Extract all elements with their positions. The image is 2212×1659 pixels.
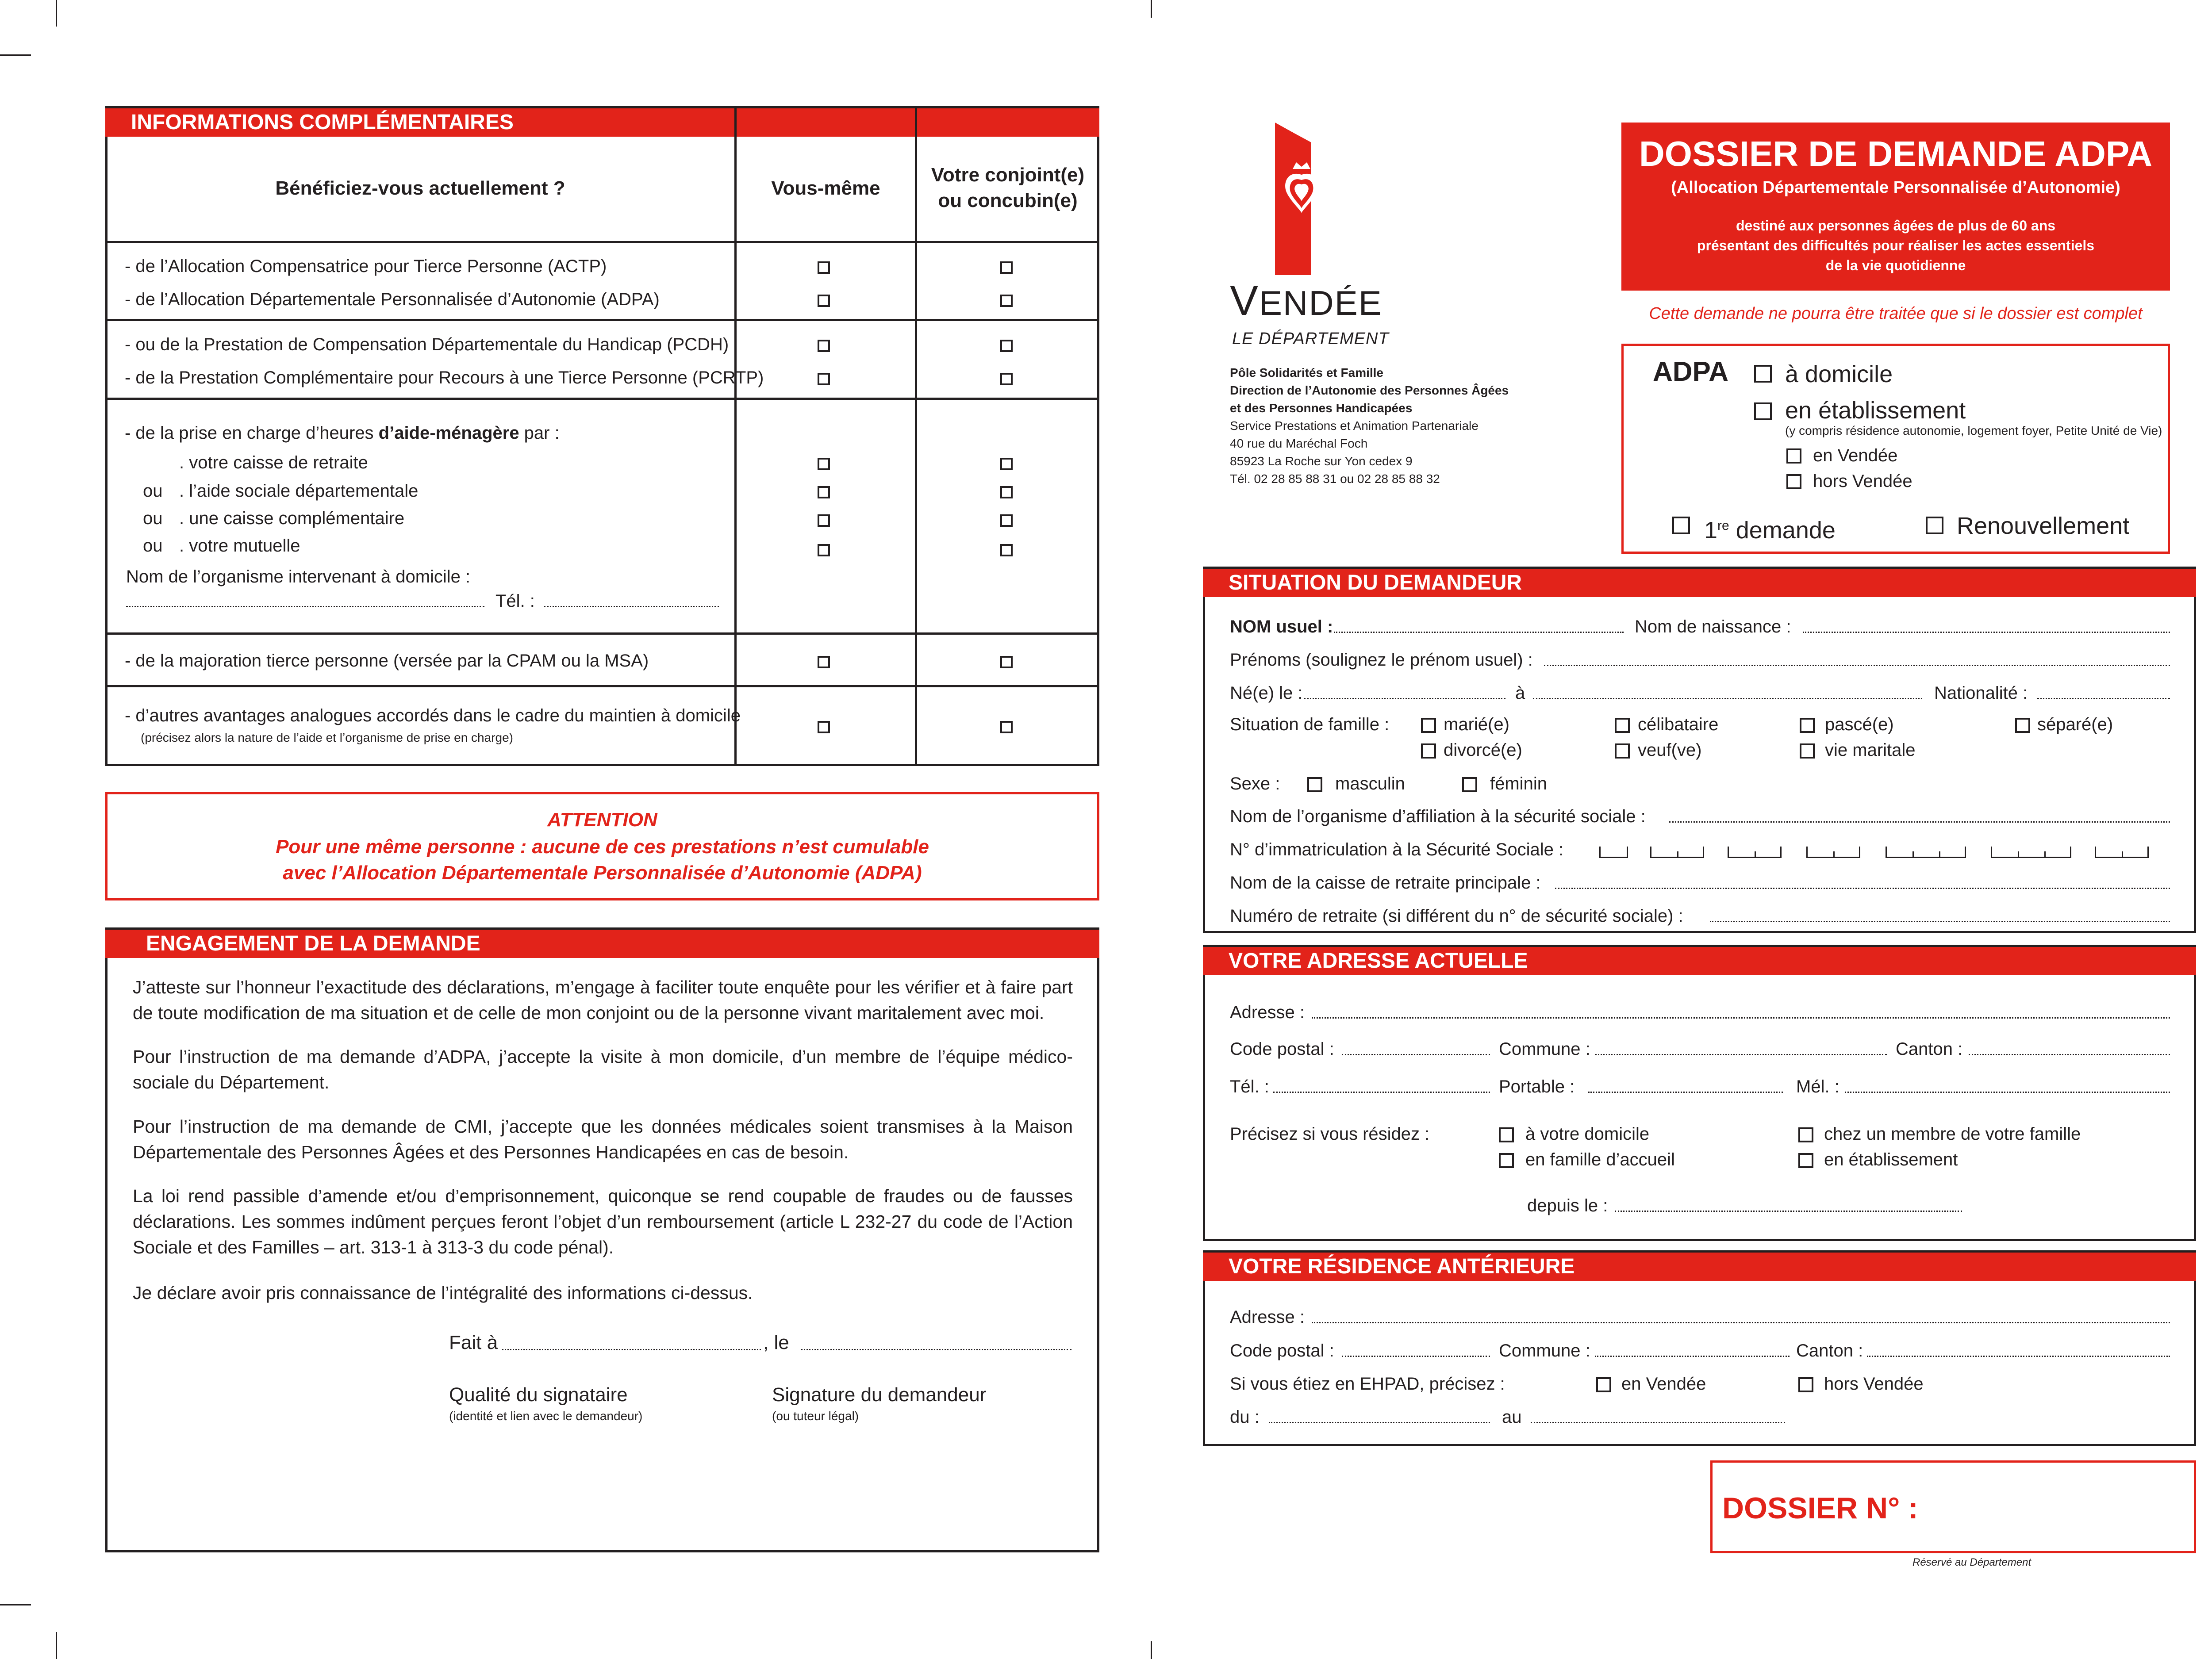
tel-field[interactable]: [544, 606, 719, 607]
feminin-checkbox[interactable]: [1462, 777, 1477, 792]
row-caisse-complementaire: . une caisse complémentaire: [179, 509, 405, 528]
crop-mark: [56, 0, 57, 27]
sexe-label: Sexe :: [1230, 774, 1280, 793]
autres-spouse-checkbox[interactable]: [1000, 721, 1013, 733]
aide-sociale-self-checkbox[interactable]: [818, 486, 830, 498]
row-divider: [105, 398, 1099, 400]
ehpad-en-vendee-label: en Vendée: [1621, 1374, 1706, 1394]
logo-letters: ENDÉE: [1259, 284, 1382, 322]
ne-le-label: Né(e) le :: [1230, 683, 1303, 703]
divorce-checkbox[interactable]: [1421, 743, 1436, 759]
ehpad-hors-vendee-checkbox[interactable]: [1798, 1377, 1813, 1392]
fait-a-label: Fait à: [449, 1332, 498, 1353]
hors-vendee-checkbox[interactable]: [1786, 474, 1801, 489]
actp-spouse-checkbox[interactable]: [1000, 261, 1013, 274]
veuf-label: veuf(ve): [1638, 740, 1702, 760]
vie-maritale-checkbox[interactable]: [1800, 743, 1815, 759]
address-line4: Service Prestations et Animation Partenariale: [1230, 419, 1479, 433]
ss-digit-group[interactable]: [1991, 847, 2071, 858]
code-postal-field[interactable]: [1342, 1054, 1490, 1055]
attention-line2: avec l’Allocation Départementale Personnalisée d’Autonomie (ADPA): [283, 862, 922, 884]
aide-post: par :: [519, 423, 560, 443]
pacse-label: pascé(e): [1825, 715, 1894, 734]
row-divider: [105, 632, 1099, 635]
residence-commune-label: Commune :: [1499, 1341, 1590, 1360]
row-caisse-retraite: . votre caisse de retraite: [179, 453, 368, 472]
actp-self-checkbox[interactable]: [818, 261, 830, 274]
crop-mark: [0, 1604, 31, 1605]
row-pcdh: - ou de la Prestation de Compensation Départementale du Handicap (PCDH): [125, 335, 729, 354]
celibataire-label: célibataire: [1638, 715, 1719, 734]
ou-label: ou: [143, 509, 163, 528]
row-adpa: - de l’Allocation Départementale Personnalisée d’Autonomie (ADPA): [125, 290, 660, 309]
numero-retraite-label: Numéro de retraite (si différent du n° de sécurité sociale) :: [1230, 906, 1683, 926]
col-header-spouse-1: Votre conjoint(e): [931, 164, 1085, 186]
ou-label: ou: [143, 536, 163, 556]
canton-label: Canton :: [1896, 1039, 1963, 1059]
etablissement-checkbox[interactable]: [1754, 402, 1772, 420]
crop-mark: [56, 1632, 57, 1659]
col-header-question: Bénéficiez-vous actuellement ?: [275, 177, 565, 199]
pcrtp-self-checkbox[interactable]: [818, 373, 830, 385]
renewal-label: Renouvellement: [1957, 513, 2130, 539]
info-comp-header: INFORMATIONS COMPLÉMENTAIRES: [105, 108, 1099, 137]
signature-note: (ou tuteur légal): [772, 1409, 859, 1423]
prenoms-label: Prénoms (soulignez le prénom usuel) :: [1230, 650, 1533, 670]
aide-bold: d’aide-ménagère: [378, 423, 519, 443]
mutuelle-self-checkbox[interactable]: [818, 544, 830, 556]
renewal-checkbox[interactable]: [1926, 517, 1943, 534]
dossier-note: Réservé au Département: [1912, 1556, 2032, 1568]
logo-letter-v: V: [1230, 277, 1260, 324]
row-actp: - de l’Allocation Compensatrice pour Tierce Personne (ACTP): [125, 257, 607, 276]
form-desc2: présentant des difficultés pour réaliser les actes essentiels: [1697, 238, 2095, 253]
col-divider: [734, 106, 737, 766]
crop-mark: [0, 54, 31, 56]
row-majoration: - de la majoration tierce personne (versée par la CPAM ou la MSA): [125, 651, 649, 670]
caisse-retraite-field[interactable]: [1555, 888, 2170, 889]
fait-a-field[interactable]: [502, 1349, 761, 1350]
residence-code-postal-label: Code postal :: [1230, 1341, 1334, 1360]
first-num: 1: [1704, 517, 1718, 544]
numero-retraite-field[interactable]: [1710, 921, 2170, 922]
complementaire-self-checkbox[interactable]: [818, 514, 830, 527]
vie-maritale-label: vie maritale: [1825, 740, 1916, 760]
engagement-header: ENGAGEMENT DE LA DEMANDE: [105, 930, 1099, 958]
autres-self-checkbox[interactable]: [818, 721, 830, 733]
form-desc1: destiné aux personnes âgées de plus de 60 ans: [1736, 218, 2056, 234]
pacse-checkbox[interactable]: [1800, 718, 1815, 733]
engagement-p4: La loi rend passible d’amende et/ou d’emprisonnement, quiconque se rend coupable de fraudes ou de fausses déclarations. Les sommes indûment perçues feront l’objet d’un remboursement (article L 232-27 du code de l’Action Sociale et des Familles – art. 313-1 à 313-3 du code pénal).: [133, 1186, 1073, 1257]
vendee-heart-crown-icon: [1275, 123, 1328, 275]
row-mutuelle: . votre mutuelle: [179, 536, 300, 556]
tel-label: Tél. :: [495, 591, 535, 611]
au-label: au: [1502, 1407, 1522, 1427]
etablissement-label: en établissement: [1824, 1150, 1958, 1169]
ehpad-label: Si vous étiez en EHPAD, précisez :: [1230, 1374, 1505, 1394]
adpa-label: ADPA: [1653, 356, 1729, 387]
residence-code-postal-field[interactable]: [1342, 1356, 1490, 1357]
marie-label: marié(e): [1444, 715, 1509, 734]
first-rest: demande: [1729, 517, 1836, 544]
immatriculation-label: N° d’immatriculation à la Sécurité Sociale :: [1230, 840, 1564, 859]
ou-label: ou: [143, 481, 163, 501]
signature-label: Signature du demandeur: [772, 1384, 987, 1406]
membre-famille-checkbox[interactable]: [1798, 1127, 1813, 1142]
crop-mark: [1151, 1641, 1152, 1659]
canton-field[interactable]: [1969, 1054, 2170, 1055]
caisse-retraite-label: Nom de la caisse de retraite principale :: [1230, 873, 1541, 893]
famille-label: Situation de famille :: [1230, 715, 1390, 734]
feminin-label: féminin: [1490, 774, 1547, 793]
adpa-spouse-checkbox[interactable]: [1000, 295, 1013, 307]
address-line2: Direction de l’Autonomie des Personnes Âgées: [1230, 383, 1509, 397]
separe-checkbox[interactable]: [2015, 718, 2030, 733]
hors-vendee-label: hors Vendée: [1813, 471, 1912, 491]
du-label: du :: [1230, 1407, 1260, 1427]
form-title: DOSSIER DE DEMANDE ADPA: [1639, 134, 2153, 173]
address-line6: 85923 La Roche sur Yon cedex 9: [1230, 454, 1413, 468]
qualite-label: Qualité du signataire: [449, 1384, 628, 1406]
nationalite-label: Nationalité :: [1934, 683, 2028, 703]
ehpad-en-vendee-checkbox[interactable]: [1596, 1377, 1611, 1392]
mutuelle-spouse-checkbox[interactable]: [1000, 544, 1013, 556]
ss-digit-group[interactable]: [1728, 847, 1782, 858]
majoration-self-checkbox[interactable]: [818, 656, 830, 668]
organisme-secu-label: Nom de l’organisme d’affiliation à la sécurité sociale :: [1230, 807, 1646, 826]
pcdh-spouse-checkbox[interactable]: [1000, 340, 1013, 352]
address-line5: 40 rue du Maréchal Foch: [1230, 437, 1368, 450]
complete-notice: Cette demande ne pourra être traitée que si le dossier est complet: [1649, 304, 2143, 323]
organisme-field[interactable]: [126, 606, 484, 607]
divorce-label: divorcé(e): [1444, 740, 1522, 760]
address-line3: et des Personnes Handicapées: [1230, 401, 1413, 415]
code-postal-label: Code postal :: [1230, 1039, 1334, 1059]
adresse-frame: [1203, 945, 2196, 1241]
engagement-p5: Je déclare avoir pris connaissance de l’intégralité des informations ci-dessus.: [133, 1283, 753, 1303]
col-header-self: Vous-même: [771, 177, 880, 199]
dossier-label: DOSSIER N° :: [1722, 1491, 1918, 1525]
famille-accueil-checkbox[interactable]: [1499, 1153, 1514, 1168]
adresse-label: Adresse :: [1230, 1003, 1305, 1022]
row-autres: - d’autres avantages analogues accordés dans le cadre du maintien à domicile: [125, 706, 741, 725]
lieu-label: à: [1515, 683, 1525, 703]
row-divider: [105, 241, 1099, 243]
separe-label: séparé(e): [2037, 715, 2113, 734]
logo-wordmark: [1230, 279, 1382, 325]
attention-title: ATTENTION: [547, 809, 657, 831]
attention-line1: Pour une même personne : aucune de ces prestations n’est cumulable: [276, 836, 929, 858]
famille-accueil-label: en famille d’accueil: [1525, 1150, 1675, 1169]
caisse-self-checkbox[interactable]: [818, 458, 830, 470]
situation-header: SITUATION DU DEMANDEUR: [1203, 569, 2196, 597]
logo-subtitle: LE DÉPARTEMENT: [1232, 330, 1389, 348]
residence-canton-field[interactable]: [1867, 1356, 2170, 1357]
residence-commune-field[interactable]: [1595, 1356, 1790, 1357]
ss-digit-group[interactable]: [1599, 847, 1628, 858]
residence-canton-label: Canton :: [1796, 1341, 1863, 1360]
etablissement-note: (y compris résidence autonomie, logement foyer, Petite Unité de Vie): [1785, 424, 2162, 437]
crop-mark: [1151, 0, 1152, 18]
tel-label: Tél. :: [1230, 1077, 1269, 1096]
residence-adresse-field[interactable]: [1312, 1322, 2170, 1323]
masculin-label: masculin: [1335, 774, 1405, 793]
ss-key-group[interactable]: [2095, 847, 2149, 858]
adresse-header: VOTRE ADRESSE ACTUELLE: [1203, 947, 2196, 975]
portable-field[interactable]: [1588, 1092, 1783, 1093]
le-label: , le: [763, 1332, 789, 1353]
ss-digit-group[interactable]: [1650, 847, 1704, 858]
majoration-spouse-checkbox[interactable]: [1000, 656, 1013, 668]
nationalite-field[interactable]: [2037, 698, 2170, 699]
row-aide-menagere: [125, 422, 560, 444]
row-divider: [105, 685, 1099, 687]
nom-usuel-field[interactable]: [1334, 632, 1624, 633]
qualite-note: (identité et lien avec le demandeur): [449, 1409, 643, 1423]
nom-naissance-field[interactable]: [1803, 632, 2170, 633]
form-desc3: de la vie quotidienne: [1825, 257, 1966, 273]
date-field[interactable]: [801, 1349, 1071, 1350]
commune-label: Commune :: [1499, 1039, 1590, 1059]
complementaire-spouse-checkbox[interactable]: [1000, 514, 1013, 527]
etablissement-checkbox[interactable]: [1798, 1153, 1813, 1168]
lieu-field[interactable]: [1533, 698, 1922, 699]
first-request-checkbox[interactable]: [1672, 517, 1690, 534]
adpa-self-checkbox[interactable]: [818, 295, 830, 307]
first-request-label: [1704, 512, 1836, 544]
commune-field[interactable]: [1595, 1054, 1887, 1055]
row-pcrtp: - de la Prestation Complémentaire pour Recours à une Tierce Personne (PCRTP): [125, 368, 764, 387]
en-vendee-checkbox[interactable]: [1786, 448, 1801, 464]
caisse-spouse-checkbox[interactable]: [1000, 458, 1013, 470]
address-line7: Tél. 02 28 85 88 31 ou 02 28 85 88 32: [1230, 472, 1440, 486]
organisme-label: Nom de l’organisme intervenant à domicile :: [126, 567, 471, 586]
votre-domicile-label: à votre domicile: [1525, 1124, 1650, 1144]
prenoms-field[interactable]: [1544, 665, 2170, 666]
row-autres-note: (précisez alors la nature de l’aide et l’organisme de prise en charge): [141, 731, 513, 744]
pcrtp-spouse-checkbox[interactable]: [1000, 373, 1013, 385]
engagement-p2: Pour l’instruction de ma demande d’ADPA, j’accepte la visite à mon domicile, d’un membre de l’équipe médico-sociale du Département.: [133, 1046, 1073, 1092]
pcdh-self-checkbox[interactable]: [818, 340, 830, 352]
aide-sociale-spouse-checkbox[interactable]: [1000, 486, 1013, 498]
depuis-label: depuis le :: [1527, 1196, 1608, 1215]
address-line1: Pôle Solidarités et Famille: [1230, 366, 1384, 379]
ss-digit-group[interactable]: [1806, 847, 1860, 858]
first-sup: re: [1717, 518, 1729, 533]
votre-domicile-checkbox[interactable]: [1499, 1127, 1514, 1142]
marie-checkbox[interactable]: [1421, 718, 1436, 733]
domicile-label: à domicile: [1785, 361, 1893, 387]
row-aide-sociale: . l’aide sociale départementale: [179, 481, 419, 501]
residence-header: VOTRE RÉSIDENCE ANTÉRIEURE: [1203, 1253, 2196, 1281]
portable-label: Portable :: [1499, 1077, 1575, 1096]
nom-usuel-label: NOM usuel :: [1230, 617, 1333, 636]
residence-adresse-label: Adresse :: [1230, 1307, 1305, 1327]
engagement-p1: J’atteste sur l’honneur l’exactitude des déclarations, m’engage à faciliter toute enquête pour les vérifier et à faire part de toute modification de ma situation et de celle de mon conjoint ou de la personne vivant maritalement avec moi.: [133, 977, 1073, 1023]
masculin-checkbox[interactable]: [1307, 777, 1322, 792]
mel-label: Mél. :: [1796, 1077, 1839, 1096]
form-subtitle: (Allocation Départementale Personnalisée d’Autonomie): [1671, 178, 2120, 197]
du-field[interactable]: [1269, 1422, 1490, 1423]
col-header-spouse-2: ou concubin(e): [938, 190, 1078, 211]
etablissement-label: en établissement: [1785, 397, 1966, 424]
veuf-checkbox[interactable]: [1615, 743, 1630, 759]
au-field[interactable]: [1531, 1422, 1785, 1423]
ne-le-field[interactable]: [1304, 698, 1505, 699]
precisez-label: Précisez si vous résidez :: [1230, 1124, 1430, 1144]
mel-field[interactable]: [1845, 1092, 2170, 1093]
nom-naissance-label: Nom de naissance :: [1635, 617, 1791, 636]
tel-field[interactable]: [1273, 1092, 1490, 1093]
ehpad-hors-vendee-label: hors Vendée: [1824, 1374, 1924, 1394]
depuis-field[interactable]: [1615, 1211, 1962, 1212]
celibataire-checkbox[interactable]: [1615, 718, 1630, 733]
en-vendee-label: en Vendée: [1813, 446, 1898, 465]
aide-pre: - de la prise en charge d’heures: [125, 423, 379, 443]
organisme-secu-field[interactable]: [1669, 821, 2170, 823]
row-divider: [105, 319, 1099, 321]
adresse-field[interactable]: [1312, 1017, 2170, 1019]
domicile-checkbox[interactable]: [1754, 365, 1772, 383]
membre-famille-label: chez un membre de votre famille: [1824, 1124, 2081, 1144]
engagement-p3: Pour l’instruction de ma demande de CMI, j’accepte que les données médicales soient transmises à la Maison Départementale des Personnes Âgées et des Personnes Handicapées en cas de besoin.: [133, 1116, 1073, 1162]
ss-digit-group[interactable]: [1886, 847, 1966, 858]
